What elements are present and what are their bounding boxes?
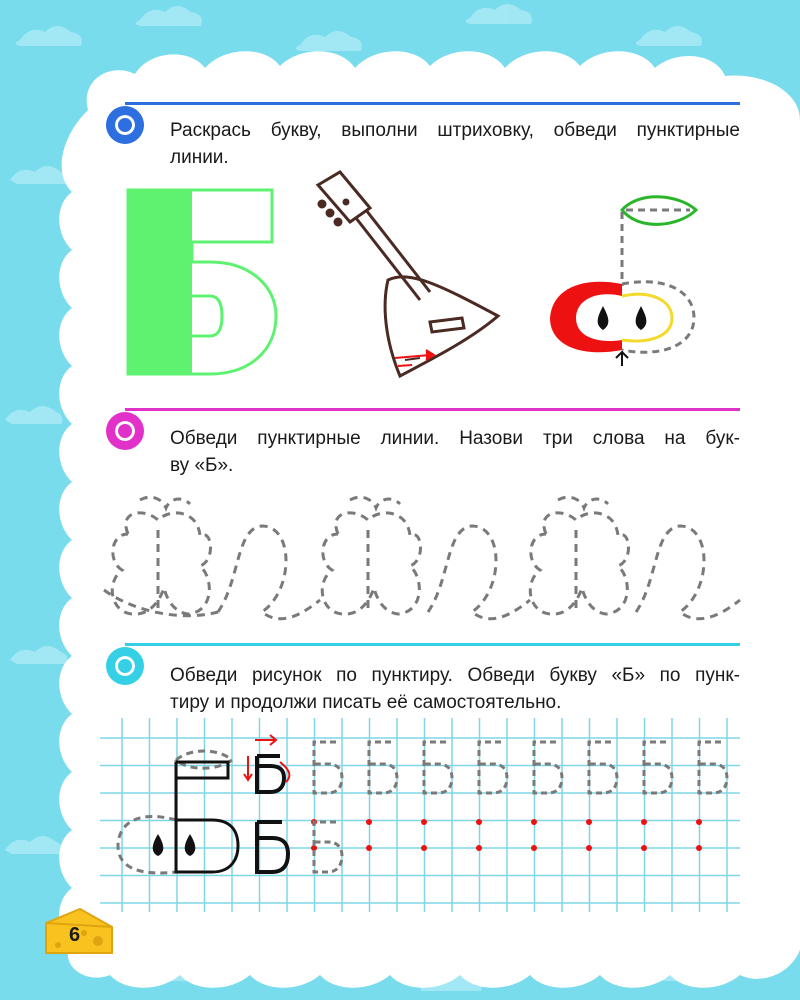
dot-guide (641, 845, 647, 851)
dot-guide (421, 819, 427, 825)
dot-guide (531, 845, 537, 851)
apple-icon (118, 751, 238, 873)
balalaika-icon (318, 172, 498, 376)
tracing-letter (589, 742, 617, 793)
tracing-letter (314, 822, 342, 872)
apple-icon (550, 197, 696, 366)
tracing-letters (311, 742, 727, 872)
task2-line1: Обведи пунктирные линии. Назови три слова на бук- (170, 428, 740, 449)
copybook-grid (100, 718, 740, 912)
butterfly-icon (112, 497, 210, 614)
dot-guide (586, 819, 592, 825)
letter-b-icon (128, 190, 276, 374)
dot-guide (476, 819, 482, 825)
letter-b-icon (244, 735, 289, 872)
task3-line2: тиру и продолжи писать её самостоятельно. (170, 692, 562, 713)
dot-guide (421, 845, 427, 851)
tracing-letter (369, 742, 397, 793)
dot-guide (586, 845, 592, 851)
task2-line2: ву «Б». (170, 455, 234, 476)
task3-line1: Обведи рисунок по пунктиру. Обведи букву «Б» по пунк- (170, 665, 740, 686)
tracing-letter (699, 742, 727, 793)
task1-line1: Раскрась букву, выполни штриховку, обведи пунктирные (170, 120, 740, 141)
tracing-letter (479, 742, 507, 793)
dot-guide (366, 819, 372, 825)
tracing-letter (534, 742, 562, 793)
butterfly-icon (322, 497, 420, 614)
dot-guide (531, 819, 537, 825)
butterfly-icon (530, 497, 628, 614)
tracing-letter (644, 742, 672, 793)
tracing-letter (314, 742, 342, 793)
dot-guide (696, 819, 702, 825)
tracing-letter (424, 742, 452, 793)
butterfly-tracing (104, 497, 740, 619)
task1-line2: линии. (170, 147, 229, 168)
dot-guide (696, 845, 702, 851)
dot-guide (476, 845, 482, 851)
dot-guide (366, 845, 372, 851)
dot-guide (641, 819, 647, 825)
page-number: 6 (69, 924, 81, 946)
